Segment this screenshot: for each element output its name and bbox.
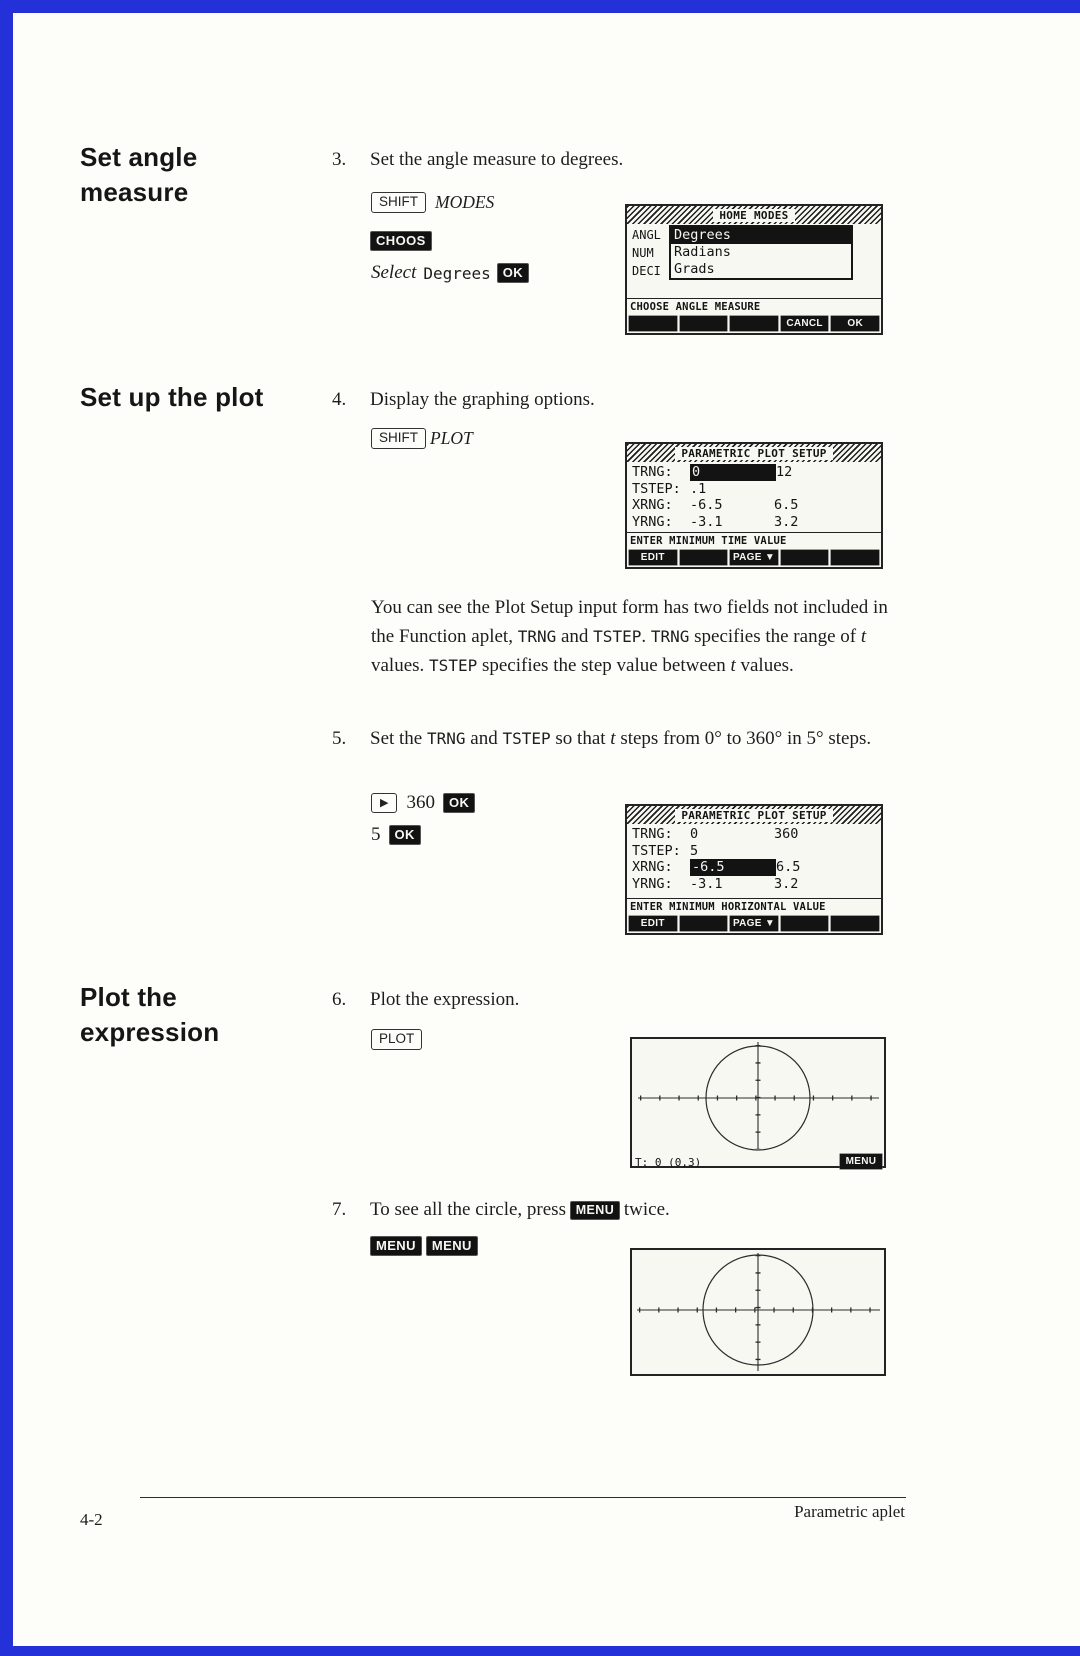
softkey-ok: OK: [831, 316, 879, 331]
plot-setup-explanation: You can see the Plot Setup input form has two fields not included in the Function aplet, TRNG and TSTEP. TRNG specifies the range of t values. TSTEP specifies the step value between t values.: [371, 597, 888, 676]
menu-softkey-badge: MENU: [571, 1202, 619, 1219]
step-5-text: Set the TRNG and TSTEP so that t steps from 0° to 360° in 5° steps.: [370, 728, 872, 749]
xrng-min-value: -6.5: [690, 497, 723, 513]
calc-screen-plot-fullscreen: [630, 1248, 886, 1376]
circle-plot-graphic: [632, 1250, 884, 1374]
softkey-blank: [680, 316, 728, 331]
plot-setup-fields: [627, 824, 881, 898]
select-word: Select: [371, 262, 417, 283]
yrng-max-value: 3.2: [774, 513, 799, 530]
softkey-edit: EDIT: [629, 550, 677, 565]
shift-key: SHIFT: [371, 192, 426, 213]
softkey-page-down: PAGE ▼: [730, 916, 778, 931]
plot-setup-fields: [627, 462, 881, 532]
softkey-blank: [730, 316, 778, 331]
calc-title-bar: [627, 806, 881, 824]
modes-softkey-row: [627, 315, 881, 333]
calc-title-plot-setup: PARAMETRIC PLOT SETUP: [675, 809, 832, 822]
keypress-menu-menu: [371, 1237, 477, 1255]
step-7: 7. To see all the circle, press MENU twice.: [332, 1195, 892, 1224]
t-variable: t: [860, 626, 867, 647]
select-degrees-line: [371, 262, 528, 284]
trng-min-field-highlighted: 0: [690, 464, 776, 481]
calc-screen-plot-with-menu: [630, 1037, 886, 1168]
shift-key: SHIFT: [371, 428, 426, 449]
xrng-max-value: 6.5: [774, 497, 799, 513]
calc-screen-plot-setup-2: [625, 804, 883, 935]
plot-status-bar: [635, 1154, 882, 1169]
yrng-max-value: 3.2: [774, 875, 799, 892]
xrng-row: XRNG: -6.5 6.5: [632, 497, 799, 513]
softkey-blank: [680, 550, 728, 565]
yrng-min-value: -3.1: [690, 513, 723, 530]
choice-grads: Grads: [674, 261, 715, 277]
modes-command-label: MODES: [435, 192, 495, 212]
trng-row: TRNG: 0 12: [632, 464, 793, 480]
xrng-min-field-highlighted: -6.5: [690, 859, 776, 876]
step-3: 3. Set the angle measure to degrees.: [332, 149, 624, 170]
page-body: [13, 13, 1080, 1646]
softkey-cancl: CANCL: [781, 316, 829, 331]
calc-title-bar: [627, 444, 881, 462]
plot-setup-softkey-row: [627, 549, 881, 567]
keypress-5-ok: [371, 824, 420, 846]
section-heading-plot-the-expression: Plot the expression: [80, 982, 220, 1047]
plot-area: [632, 1039, 884, 1170]
plot-setup-softkey-row: [627, 915, 881, 933]
xrng-max-value: 6.5: [776, 859, 801, 875]
softkey-blank: [831, 550, 879, 565]
step-7-text: To see all the circle, press MENU twice.: [370, 1199, 670, 1220]
trng-row: TRNG: 0 360: [632, 826, 799, 842]
plot-key: PLOT: [371, 1029, 422, 1050]
plot-command-label: PLOT: [430, 428, 473, 448]
keypress-plot: [371, 1029, 422, 1050]
calc-title-plot-setup: PARAMETRIC PLOT SETUP: [675, 447, 832, 460]
choice-degrees: Degrees: [671, 227, 851, 244]
calc-title-bar: [627, 206, 881, 224]
calc-screen-home-modes: [625, 204, 883, 335]
step-6-text: Plot the expression.: [370, 989, 520, 1010]
circle-plot-graphic: [632, 1039, 884, 1166]
softkey-blank: [629, 316, 677, 331]
trng-max-value: 360: [774, 826, 799, 842]
modes-body: [627, 224, 881, 298]
section-heading-set-up-the-plot: Set up the plot: [80, 382, 264, 412]
plot-setup-help-line: ENTER MINIMUM TIME VALUE: [627, 532, 881, 549]
yrng-row: YRNG: -3.1 3.2: [632, 875, 799, 892]
keypress-choos: [371, 232, 431, 250]
keypress-right-360-ok: [371, 792, 474, 814]
step-4: 4. Display the graphing options.: [332, 389, 595, 410]
trace-coordinates: T: 0 (0,3): [635, 1156, 702, 1169]
t-variable: t: [730, 655, 736, 676]
tstep-term: TSTEP: [429, 656, 478, 675]
softkey-edit: EDIT: [629, 916, 677, 931]
menu-softkey-badge: MENU: [427, 1237, 477, 1255]
plot-area: [632, 1250, 884, 1378]
trng-term: TRNG: [427, 729, 466, 748]
value-5: 5: [371, 824, 381, 845]
right-arrow-key: ▶: [371, 793, 397, 813]
calc-screen-plot-setup-1: [625, 442, 883, 569]
trng-term: TRNG: [650, 627, 690, 646]
softkey-blank: [680, 916, 728, 931]
calc-title-home-modes: HOME MODES: [713, 209, 794, 222]
section-heading-set-angle-measure: Set angle measure: [80, 142, 198, 207]
keypress-shift-plot: [371, 428, 473, 449]
field-angle-label: ANGL: [632, 228, 661, 242]
step-4-text: Display the graphing options.: [370, 389, 595, 410]
menu-softkey-badge: MENU: [371, 1237, 421, 1255]
step-3-text: Set the angle measure to degrees.: [370, 149, 624, 170]
angle-choose-list: [669, 225, 853, 280]
field-number-label: NUM: [632, 246, 654, 260]
trng-min-value: 0: [690, 826, 699, 842]
value-360: 360: [406, 792, 435, 813]
modes-help-line: CHOOSE ANGLE MEASURE: [627, 298, 881, 315]
softkey-blank: [781, 916, 829, 931]
softkey-menu: MENU: [840, 1154, 882, 1169]
degrees-value: Degrees: [423, 263, 491, 283]
footer-page-number: 4-2: [80, 1510, 103, 1529]
trng-term: TRNG: [517, 627, 557, 646]
xrng-row: XRNG: -6.5 6.5: [632, 859, 801, 875]
t-variable: t: [610, 728, 616, 749]
field-decimal-label: DECI: [632, 264, 661, 278]
tstep-row: TSTEP: 5: [632, 843, 876, 860]
tstep-row: TSTEP: .1: [632, 481, 876, 498]
softkey-page-down: PAGE ▼: [730, 550, 778, 565]
ok-softkey-badge: OK: [498, 264, 528, 282]
footer-rule: [140, 1497, 906, 1498]
step-6: 6. Plot the expression.: [332, 989, 520, 1010]
ok-softkey-badge: OK: [444, 794, 474, 812]
tstep-value: .1: [690, 480, 707, 497]
softkey-blank: [781, 550, 829, 565]
softkey-blank: [831, 916, 879, 931]
choice-radians: Radians: [674, 244, 731, 260]
trng-max-value: 12: [776, 464, 793, 480]
tstep-value: 5: [690, 842, 699, 859]
choos-softkey-badge: CHOOS: [371, 232, 431, 250]
ok-softkey-badge: OK: [390, 826, 420, 844]
plot-setup-help-line: ENTER MINIMUM HORIZONTAL VALUE: [627, 898, 881, 915]
yrng-min-value: -3.1: [690, 875, 723, 892]
footer-chapter-title: Parametric aplet: [794, 1502, 905, 1521]
tstep-term: TSTEP: [593, 627, 642, 646]
keypress-shift-modes: [371, 192, 494, 213]
yrng-row: YRNG: -3.1 3.2: [632, 513, 799, 530]
step-5: 5. Set the TRNG and TSTEP so that t steps from 0° to 360° in 5° steps.: [332, 724, 898, 753]
tstep-term: TSTEP: [502, 729, 551, 748]
